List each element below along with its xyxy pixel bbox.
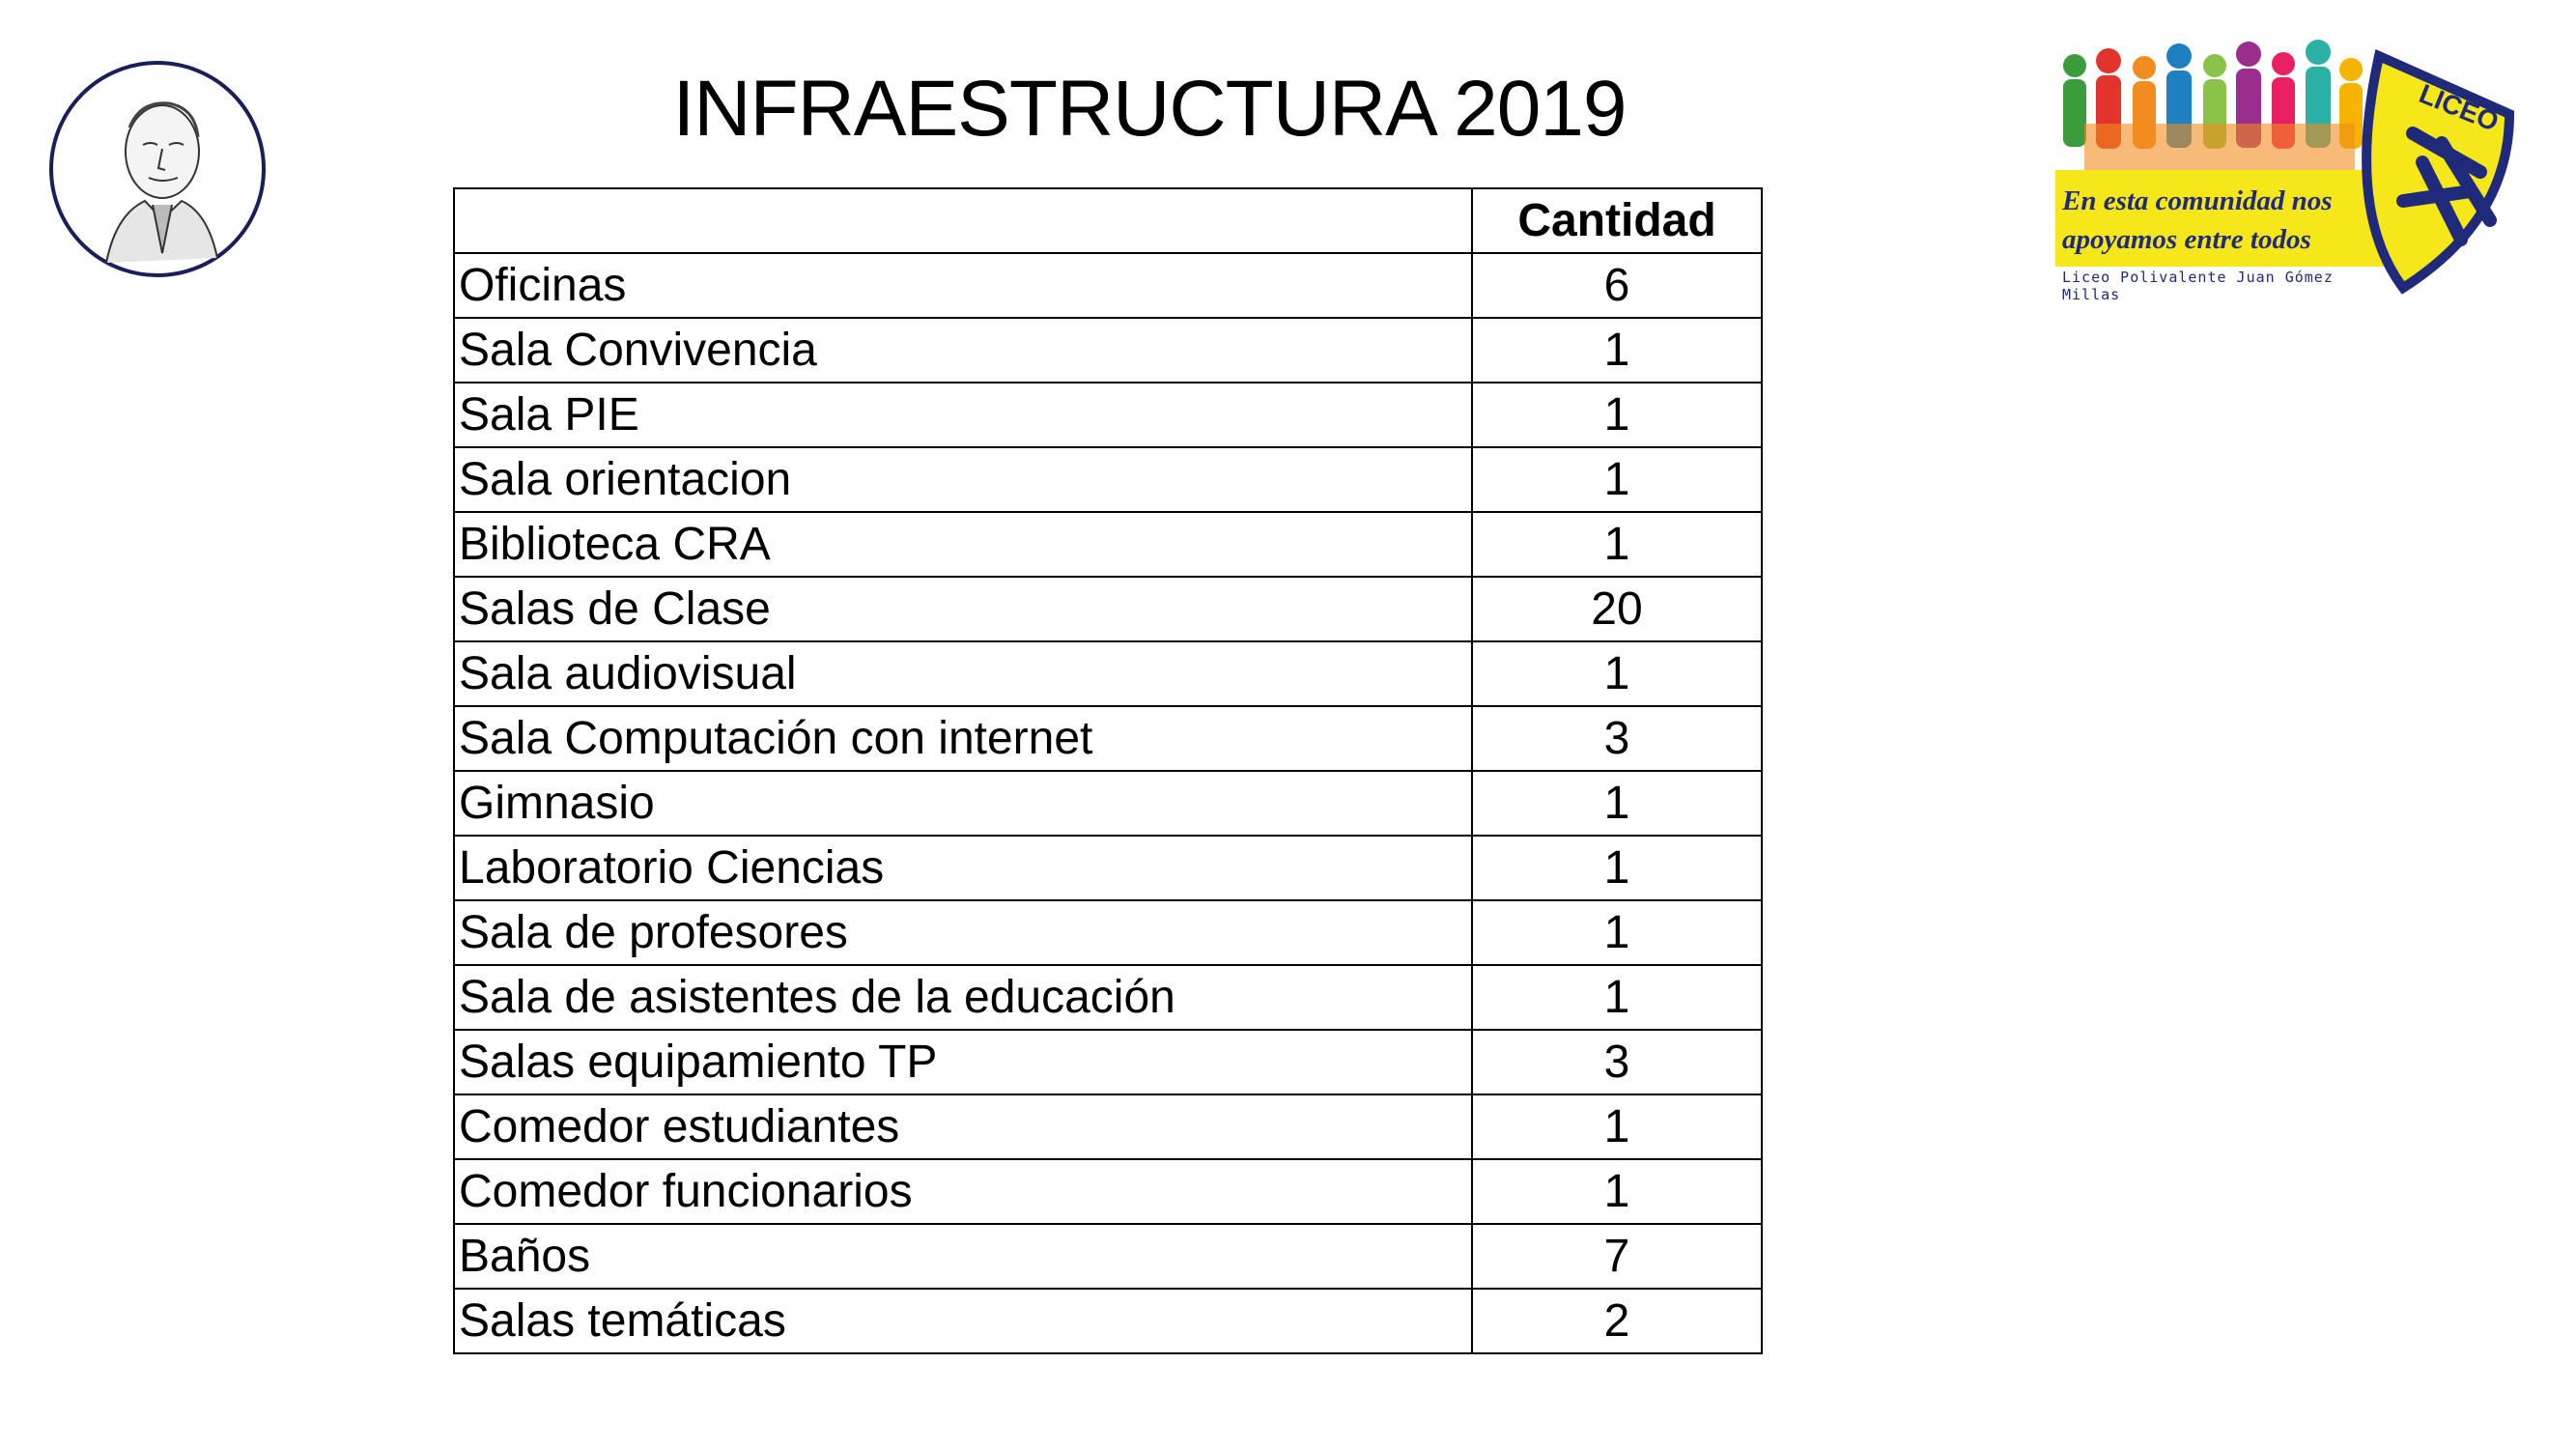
row-item: Comedor funcionarios — [454, 1159, 1472, 1224]
table-row — [454, 836, 1762, 900]
row-quantity: 1 — [1472, 900, 1762, 965]
logo-slogan — [2062, 182, 2352, 259]
table-row — [454, 965, 1762, 1030]
row-quantity: 1 — [1472, 965, 1762, 1030]
row-quantity: 1 — [1472, 1094, 1762, 1159]
table-row — [454, 1094, 1762, 1159]
row-quantity: 3 — [1472, 1030, 1762, 1094]
row-item: Salas equipamiento TP — [454, 1030, 1472, 1094]
table-row — [454, 447, 1762, 512]
table-row — [454, 383, 1762, 447]
header-item — [454, 188, 1472, 253]
row-quantity: 20 — [1472, 577, 1762, 641]
row-quantity: 1 — [1472, 836, 1762, 900]
table-row — [454, 900, 1762, 965]
row-quantity: 1 — [1472, 447, 1762, 512]
row-item: Sala orientacion — [454, 447, 1472, 512]
row-quantity: 7 — [1472, 1224, 1762, 1289]
row-quantity: 1 — [1472, 318, 1762, 383]
row-item: Sala PIE — [454, 383, 1472, 447]
row-item: Laboratorio Ciencias — [454, 836, 1472, 900]
table-row — [454, 253, 1762, 318]
row-item: Baños — [454, 1224, 1472, 1289]
row-item: Sala audiovisual — [454, 641, 1472, 706]
table-row — [454, 1224, 1762, 1289]
row-item: Biblioteca CRA — [454, 512, 1472, 577]
table-row — [454, 318, 1762, 383]
table-row — [454, 706, 1762, 771]
portrait-medallion-icon — [48, 60, 267, 278]
row-item: Comedor estudiantes — [454, 1094, 1472, 1159]
table-row — [454, 512, 1762, 577]
table-row — [454, 771, 1762, 836]
row-quantity: 1 — [1472, 771, 1762, 836]
row-item: Sala Convivencia — [454, 318, 1472, 383]
logo-subtitle: Liceo Polivalente Juan Gómez Millas — [2062, 269, 2334, 303]
row-quantity: 1 — [1472, 641, 1762, 706]
table-row — [454, 577, 1762, 641]
row-quantity: 3 — [1472, 706, 1762, 771]
logo-slogan-line2: apoyamos entre todos — [2062, 224, 2311, 255]
table-row — [454, 1159, 1762, 1224]
row-item: Sala de profesores — [454, 900, 1472, 965]
page-title: INFRAESTRUCTURA 2019 — [672, 65, 1627, 153]
row-item: Salas temáticas — [454, 1289, 1472, 1353]
table-header-row — [454, 188, 1762, 253]
logo-slogan-line1: En esta comunidad nos — [2062, 185, 2333, 216]
table-row — [454, 1030, 1762, 1094]
row-quantity: 1 — [1472, 1159, 1762, 1224]
row-item: Salas de Clase — [454, 577, 1472, 641]
header-quantity: Cantidad — [1472, 188, 1762, 253]
row-item: Gimnasio — [454, 771, 1472, 836]
row-quantity: 2 — [1472, 1289, 1762, 1353]
table-row — [454, 641, 1762, 706]
row-item: Sala de asistentes de la educación — [454, 965, 1472, 1030]
row-quantity: 6 — [1472, 253, 1762, 318]
row-quantity: 1 — [1472, 383, 1762, 447]
row-item: Sala Computación con internet — [454, 706, 1472, 771]
logo-badge-text: LICEO — [2415, 78, 2504, 137]
row-item: Oficinas — [454, 253, 1472, 318]
infrastructure-table — [453, 187, 1763, 1354]
school-logo-icon — [2055, 27, 2519, 301]
table-row — [454, 1289, 1762, 1353]
row-quantity: 1 — [1472, 512, 1762, 577]
